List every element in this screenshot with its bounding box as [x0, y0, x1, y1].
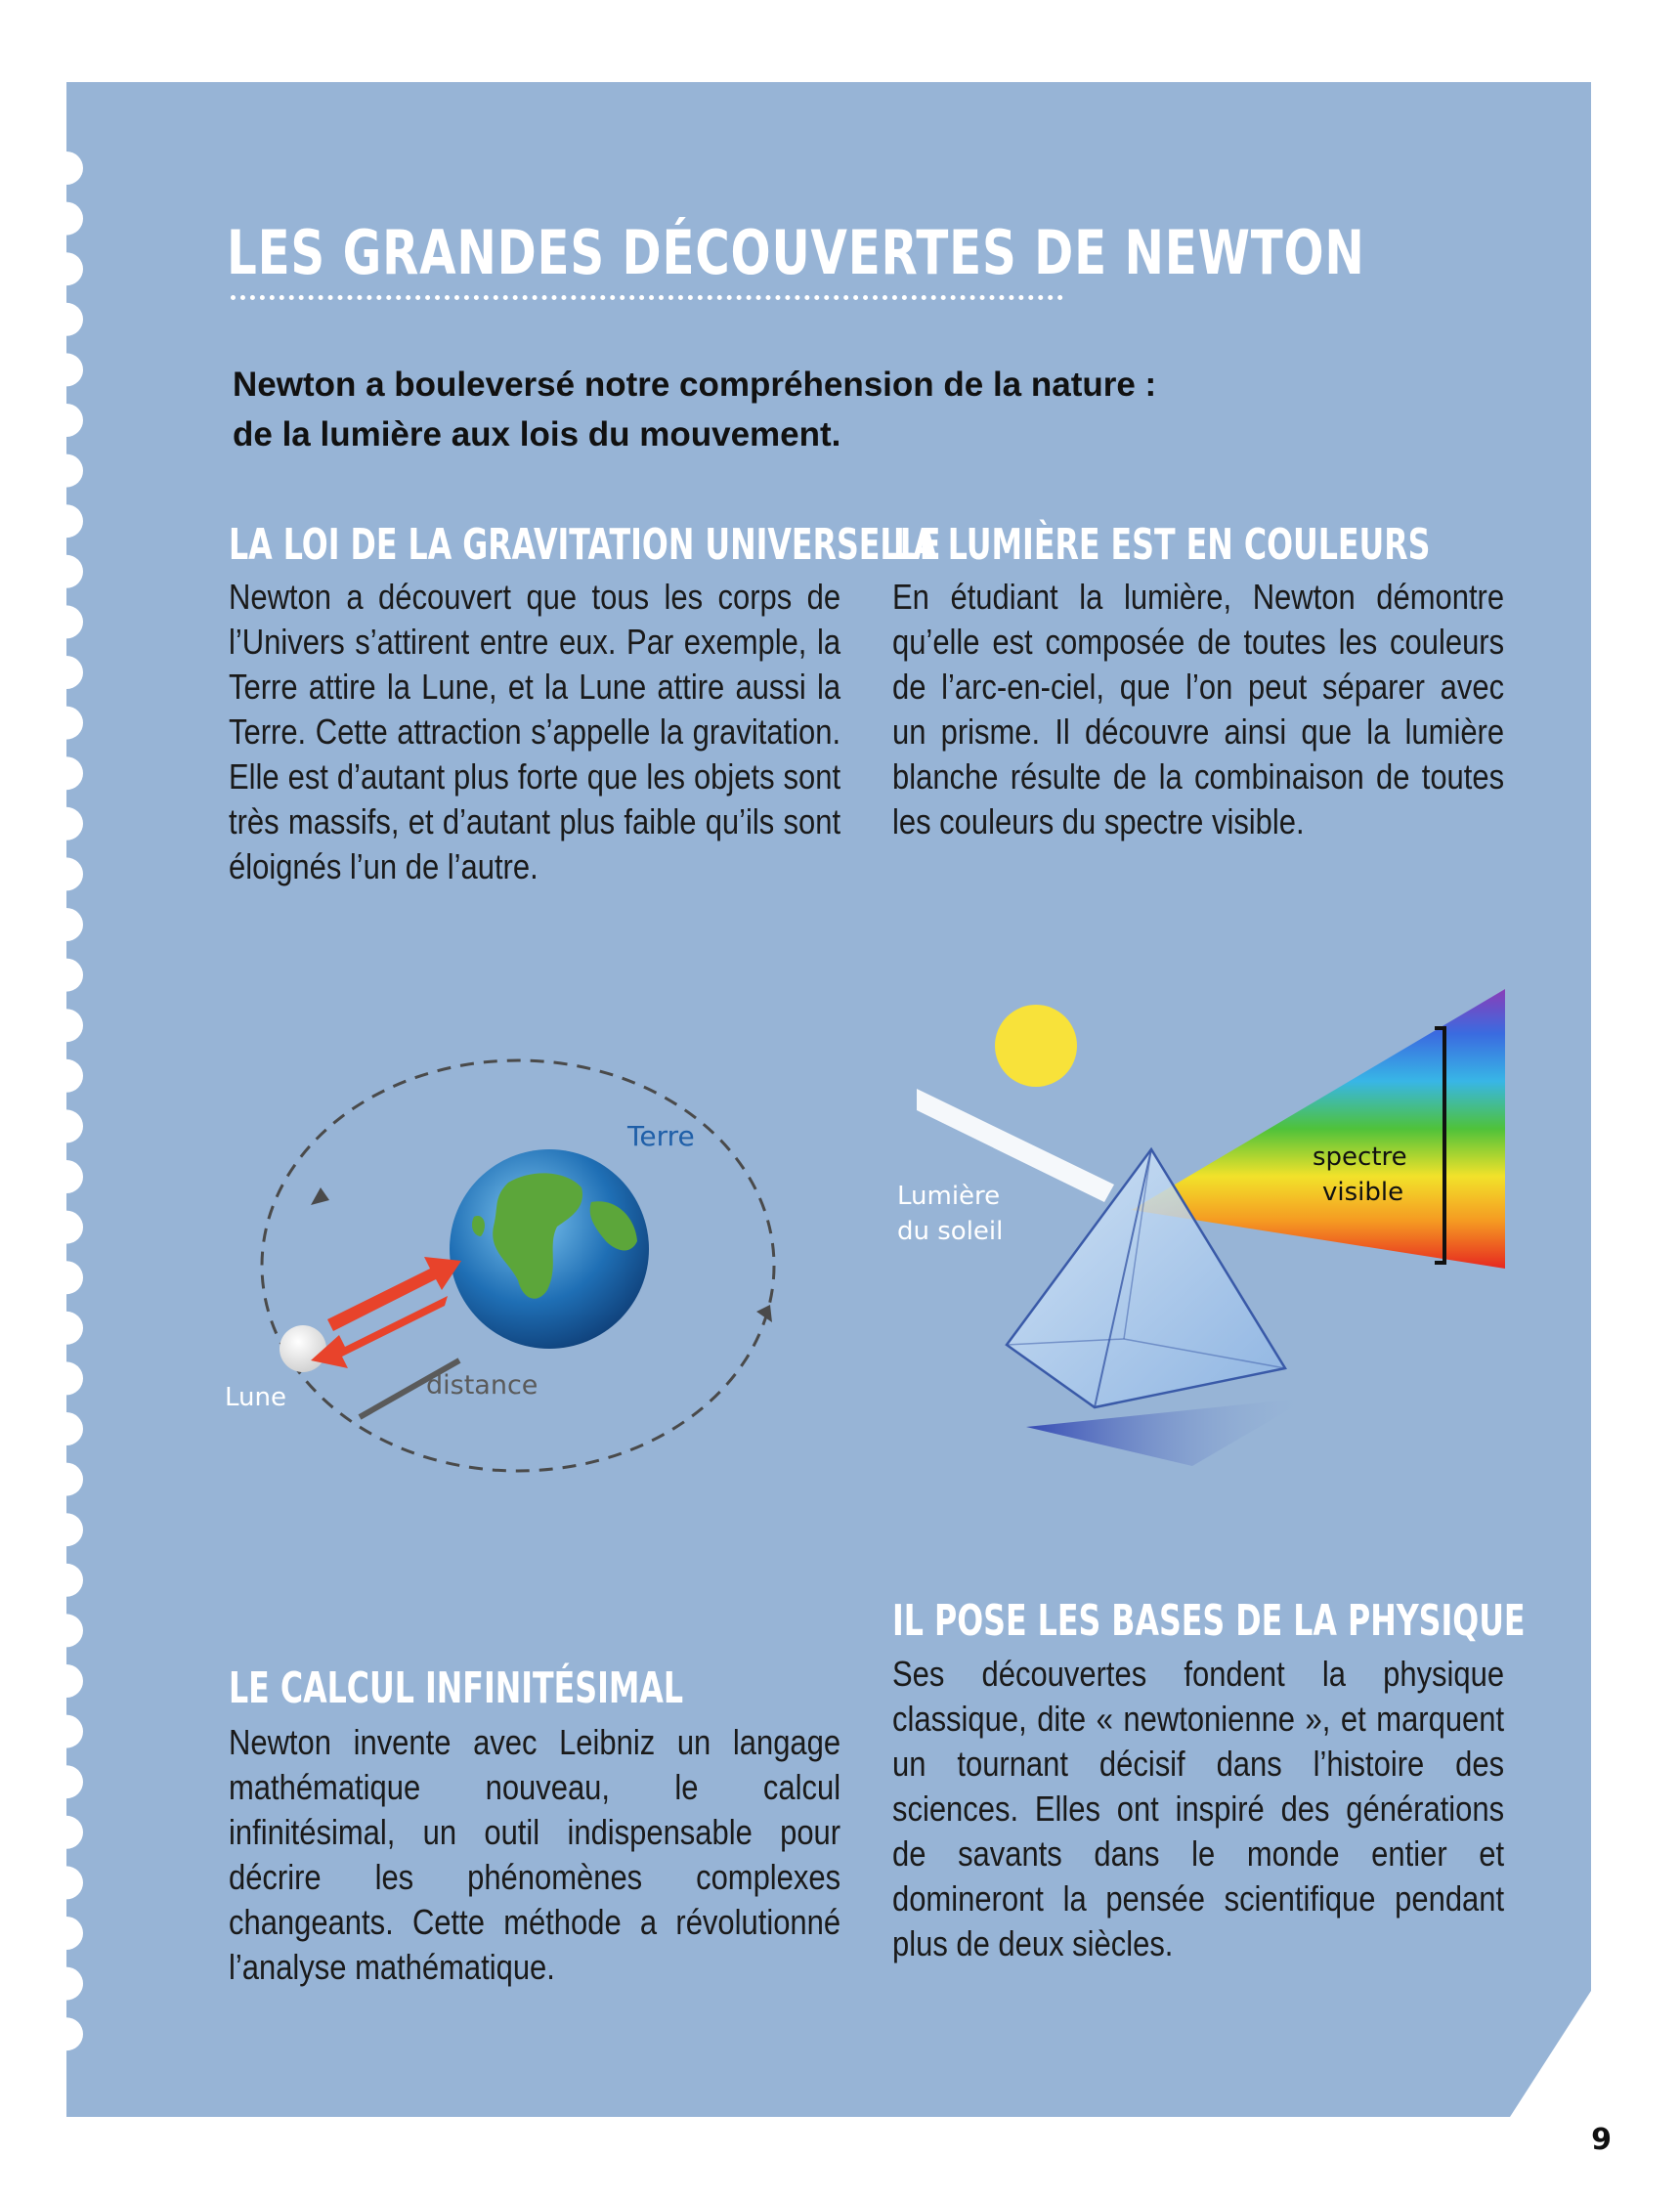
binding-hole	[50, 1211, 83, 1244]
binding-hole	[50, 1160, 83, 1193]
binding-hole	[50, 353, 83, 386]
binding-hole	[50, 1765, 83, 1798]
section-title-lumiere: LA LUMIÈRE EST EN COULEURS	[893, 520, 1431, 570]
binding-hole	[50, 202, 83, 236]
gravity-diagram	[195, 1007, 880, 1515]
prism-diagram	[880, 958, 1525, 1505]
intro-line-2: de la lumière aux lois du mouvement.	[233, 415, 841, 453]
section-text-gravitation: Newton a découvert que tous les corps de l’Univers s’attirent entre eux. Par exemple, la Terre attire la Lune, et la Lune attire aussi la Terre. Cette attraction s’appelle la gravitation. Elle est d’autant plus forte que les objets sont très massifs, et d’autant plus faible qu’ils sont éloignés l’un de l’autre.	[229, 577, 841, 886]
binding-hole	[50, 454, 83, 488]
intro-line-1: Newton a bouleversé notre compréhension de la nature :	[233, 366, 1157, 404]
binding-hole	[50, 1312, 83, 1345]
binding-hole	[50, 707, 83, 740]
spectrum-label-line-2: visible	[1322, 1178, 1404, 1207]
title-underline	[231, 295, 1063, 300]
binding-hole	[50, 504, 83, 538]
binding-hole	[50, 1917, 83, 1950]
binding-hole	[50, 756, 83, 790]
sun-icon	[995, 1005, 1077, 1087]
binding-hole	[50, 1463, 83, 1496]
binding-hole	[50, 1261, 83, 1294]
earth-label: Terre	[627, 1120, 695, 1152]
binding-hole	[50, 1715, 83, 1748]
binding-hole	[50, 1967, 83, 2001]
binding-hole	[50, 2017, 83, 2050]
distance-label: distance	[426, 1370, 538, 1401]
binding-hole	[50, 252, 83, 285]
intro-text	[233, 360, 1229, 459]
section-title-calcul: LE CALCUL INFINITÉSIMAL	[229, 1663, 684, 1713]
attraction-arrows-icon	[311, 1257, 461, 1368]
section-text-calcul: Newton invente avec Leibniz un langage mathématique nouveau, le calcul infinitésimal, un outil indispensable pour décrire les phénomènes complexes changeants. Cette méthode a révolutionné l’analyse mathématique.	[229, 1722, 841, 1987]
binding-hole	[50, 605, 83, 638]
page-title: LES GRANDES DÉCOUVERTES DE NEWTON	[227, 217, 1365, 288]
binding-hole	[50, 303, 83, 336]
sunlight-label-line-1: Lumière	[897, 1182, 1001, 1211]
page-number: 9	[1591, 2123, 1612, 2157]
prism-shadow	[1026, 1398, 1310, 1466]
moon-label: Lune	[225, 1383, 286, 1412]
binding-hole	[50, 959, 83, 992]
binding-hole	[50, 857, 83, 890]
binding-hole	[50, 1361, 83, 1395]
sunlight-label-line-2: du soleil	[897, 1217, 1004, 1246]
section-title-physique: IL POSE LES BASES DE LA PHYSIQUE	[892, 1596, 1526, 1646]
binding-hole	[50, 1816, 83, 1849]
spectrum-label-line-1: spectre	[1313, 1143, 1407, 1172]
binding-hole	[50, 555, 83, 588]
binding-hole	[50, 807, 83, 841]
binding-hole	[50, 1412, 83, 1445]
orbit-arrow-icon	[311, 1187, 329, 1205]
binding-hole	[50, 908, 83, 941]
binding-hole	[50, 1564, 83, 1597]
binding-hole	[50, 1866, 83, 1899]
section-text-physique: Ses découvertes fondent la physique classique, dite « newtonienne », et marquent un tournant décisif dans l’histoire des sciences. Elles ont inspiré des générations de savants dans le monde entier et domineront la pensée scientifique pendant plus de deux siècles.	[892, 1654, 1505, 1963]
section-title-gravitation: LA LOI DE LA GRAVITATION UNIVERSELLE	[229, 520, 941, 570]
earth-icon	[450, 1149, 649, 1349]
binding-hole	[50, 404, 83, 437]
section-text-lumiere: En étudiant la lumière, Newton démontre qu’elle est composée de toutes les couleurs de l’arc-en-ciel, que l’on peut séparer avec un prisme. Il découvre ainsi que la lumière blanche résulte de la combinaison de toutes les couleurs du spectre visible.	[892, 577, 1505, 841]
binding-hole	[50, 656, 83, 689]
binding-hole	[50, 1009, 83, 1042]
binding-hole	[50, 1109, 83, 1143]
binding-hole	[50, 1513, 83, 1546]
binding-hole	[50, 151, 83, 185]
moon-icon	[280, 1325, 326, 1372]
binding-hole	[50, 1059, 83, 1093]
binding-hole	[50, 1614, 83, 1647]
binding-hole	[50, 1664, 83, 1698]
